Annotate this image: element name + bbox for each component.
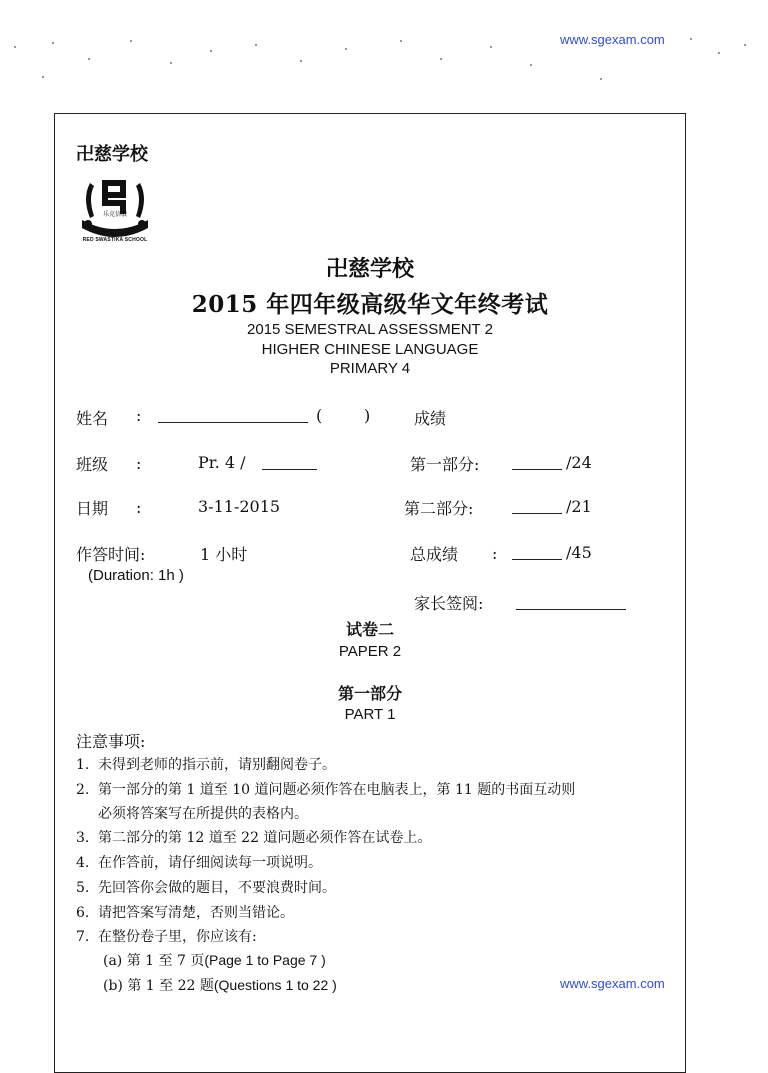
exam-title: 2015 年四年级高级华文年终考试 [191,291,549,318]
assessment-line: 2015 SEMESTRAL ASSESSMENT 2 [247,321,493,338]
note-item: 2. 第一部分的第 1 道至 10 道问题必须作答在电脑表上，第 11 题的书面互动则 [76,782,576,798]
school-name: 卍慈学校 [325,256,414,282]
watermark-top: www.sgexam.com [560,32,665,47]
name-label: 姓名 [76,409,109,428]
note-item: 5. 先回答你会做的题目，不要浪费时间。 [76,880,336,896]
class-value: Pr. 4 / [198,453,246,472]
subject-line: HIGHER CHINESE LANGUAGE [261,341,479,358]
part-title-en: PART 1 [344,706,396,723]
paper-title-en: PAPER 2 [338,643,402,660]
note-item: 4. 在作答前，请仔细阅读每一项说明。 [76,855,322,871]
notes-title: 注意事项: [76,732,146,751]
total-label: 总成绩 [410,545,459,564]
logo-caption: RED SWASTIKA SCHOOL [82,237,148,243]
date-colon: : [136,498,142,517]
part1-score-line[interactable] [512,455,562,470]
part1-label: 第一部分: [410,455,480,474]
note-item: 7. 在整份卷子里，你应该有: [76,929,257,945]
note-sub-b: (b) 第 1 至 22 题(Questions 1 to 22 ) [103,977,337,994]
total-colon: : [492,544,498,563]
date-label: 日期 [76,499,109,518]
school-logo [70,128,160,246]
name-input-line[interactable] [158,408,308,423]
level-line: PRIMARY 4 [329,360,411,377]
duration-text: (Duration: 1h ) [88,567,184,584]
part2-label: 第二部分: [404,499,474,518]
part2-total: /21 [566,497,592,516]
part2-score-line[interactable] [512,499,562,514]
class-colon: : [136,454,142,473]
paper-title-cn: 试卷二 [345,620,394,639]
name-colon: : [136,406,142,425]
name-paren-close: ) [364,406,371,425]
note-item-continuation: 必须将答案写在所提供的表格内。 [98,806,308,822]
class-label: 班级 [76,455,109,474]
class-input-line[interactable] [262,455,317,470]
parent-signature-line[interactable] [516,595,626,610]
score-label: 成绩 [414,409,447,428]
total-value: /45 [566,543,592,562]
note-sub-a: (a) 第 1 至 7 页(Page 1 to Page 7 ) [103,952,326,969]
parent-label: 家长签阅: [414,594,484,613]
date-value: 3-11-2015 [198,497,281,516]
watermark-bottom: www.sgexam.com [560,976,665,991]
svg-text:乐克信敏: 乐克信敏 [102,211,128,218]
note-item: 6. 请把答案写清楚，否则当错论。 [76,905,294,921]
note-item: 1. 未得到老师的指示前，请别翻阅卷子。 [76,757,336,773]
time-value: 1 小时 [200,545,248,564]
part-title-cn: 第一部分 [337,684,402,703]
total-score-line[interactable] [512,545,562,560]
time-label: 作答时间: [76,545,146,564]
part1-total: /24 [566,453,592,472]
note-item: 3. 第二部分的第 12 道至 22 道问题必须作答在试卷上。 [76,830,432,846]
svg-text:卍慈学校: 卍慈学校 [76,144,148,165]
name-paren-open: ( [316,406,323,425]
